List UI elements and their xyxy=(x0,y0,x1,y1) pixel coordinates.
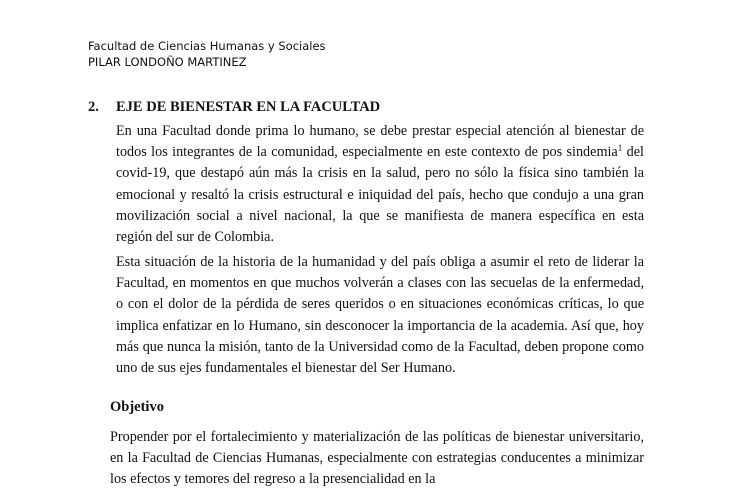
section-title: EJE DE BIENESTAR EN LA FACULTAD xyxy=(116,99,381,115)
paragraph-1-part-2: del covid-19, que destapó aún más la crisis en la salud, pero no sólo la física sino también la emocional y resaltó la crisis estructural e iniquidad del país, hecho que condujo a una gran movilización social a nivel nacional, la que se manifiesta de manera específica en esta región del sur de Colombia. xyxy=(116,144,644,246)
paragraph-2: Esta situación de la historia de la humanidad y del país obliga a asumir el reto de liderar la Facultad, en momentos en que muchos volverán a clases con las secuelas de la enfermedad, o con el dolor de la pérdida de seres queridos o en situaciones económicas críticas, lo que implica enfatizar en lo Humano, sin desconocer la importancia de la academia. Así que, hoy más que nunca la misión, tanto de la Universidad como de la Facultad, deben propone como uno de sus ejes fundamentales el bienestar del Ser Humano. xyxy=(116,254,644,377)
footnote-mark[interactable]: 1 xyxy=(617,143,623,154)
objective-heading: Objetivo xyxy=(110,399,164,415)
section-heading xyxy=(88,98,380,116)
paragraph-1-part-1: En una Facultad donde prima lo humano, se debe prestar especial atención al bienestar de todos los integrantes de la comunidad, especialmente en este contexto de pos sindemia xyxy=(116,123,644,161)
faculty-name: Facultad de Ciencias Humanas y Sociales xyxy=(88,39,326,53)
author-name: PILAR LONDOÑO MARTINEZ xyxy=(88,55,247,69)
page-header xyxy=(88,38,326,70)
section-number: 2. xyxy=(88,99,99,115)
paragraph-1 xyxy=(116,121,644,248)
objective-text: Propender por el fortalecimiento y materialización de las políticas de bienestar universitario, en la Facultad de Ciencias Humanas, especialmente con estrategias conducentes a minimizar los efectos y temores del regreso a la presencialidad en la xyxy=(110,429,644,488)
